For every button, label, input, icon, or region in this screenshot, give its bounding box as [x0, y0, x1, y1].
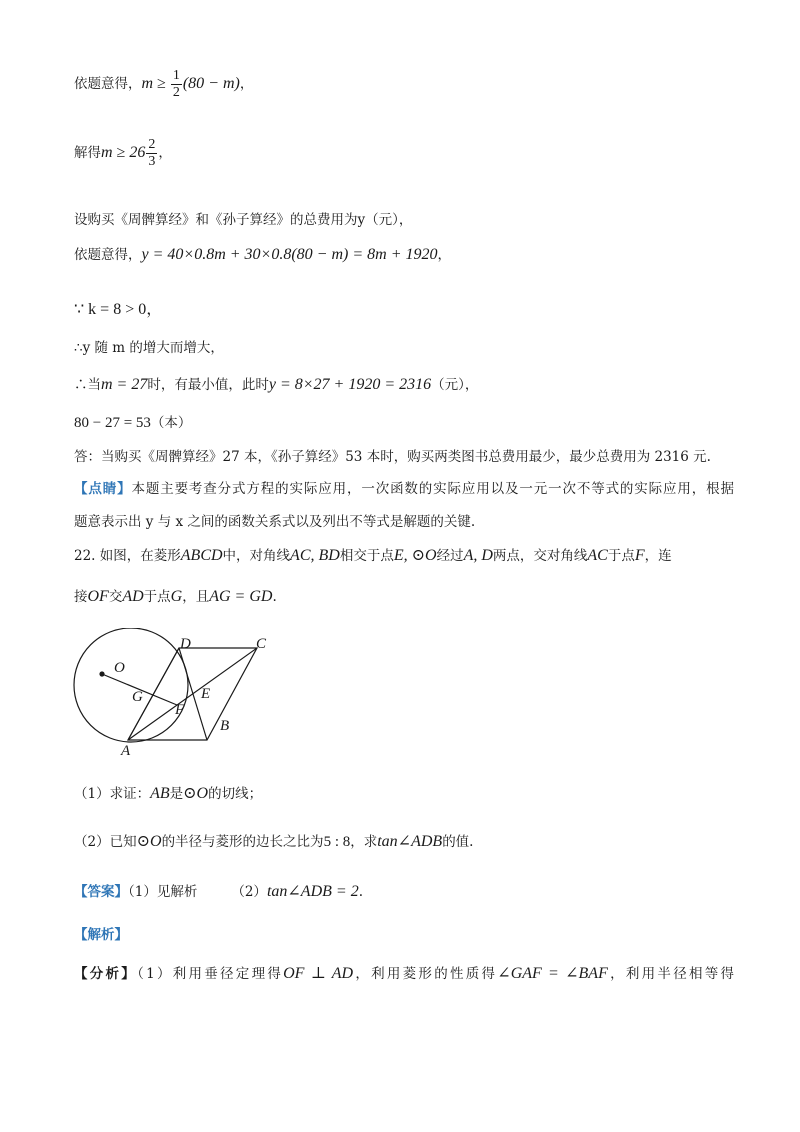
question-22-line-1: 22. 如图，在菱形ABCD中，对角线AC, BD相交于点E, ⊙O经过A, D两点，交对角线AC于点F，连	[74, 547, 672, 564]
label-e: E	[201, 686, 211, 702]
label-a: A	[121, 743, 131, 758]
fenxi-line: 【分析】（1）利用垂径定理得OF ⊥ AD，利用菱形的性质得∠GAF = ∠BAF，利用半径相等得	[74, 965, 735, 982]
subquestion-2: （2）已知⊙O的半径与菱形的边长之比为5 : 8，求tan∠ADB的值.	[74, 833, 474, 850]
line-2: 解得m ≥ 26 $\frac{2}{3}$ ，	[74, 137, 172, 169]
line-1: 依题意得，m ≥ $\frac{1}{2}$ (80 − m)，	[74, 68, 254, 100]
line-5: ∵ k = 8 > 0，	[74, 301, 163, 318]
line-10: 【点睛】本题主要考查分式方程的实际应用，一次函数的实际应用以及一元一次不等式的实际应用，根据	[74, 481, 735, 497]
line-3: 设购买《周髀算经》和《孙子算经》的总费用为y（元），	[74, 212, 413, 228]
line-9: 答：当购买《周髀算经》27 本，《孙子算经》53 本时，购买两类图书总费用最少，最少总费用为 2316 元.	[74, 449, 711, 465]
analysis-heading: 【解析】	[74, 927, 128, 943]
line-6: ∴y 随 m 的增大而增大，	[74, 340, 224, 356]
label-d: D	[180, 636, 191, 652]
line-7: ∴当m = 27时，有最小值，此时y = 8×27 + 1920 = 2316（元），	[74, 376, 479, 393]
label-o: O	[114, 660, 125, 676]
question-22-line-2: 接OF交AD于点G，且AG = GD.	[74, 588, 277, 605]
center-o-dot	[99, 671, 104, 676]
fraction: $\frac{2}{3}$	[148, 137, 156, 169]
label-f: F	[175, 702, 185, 718]
circle-o	[74, 628, 188, 742]
answer-line: 【答案】（1）见解析 （2）tan∠ADB = 2.	[74, 883, 363, 900]
label-b: B	[220, 718, 230, 734]
label-c: C	[256, 636, 267, 652]
line-4: 依题意得，y = 40×0.8m + 30×0.8(80 − m) = 8m + 1920，	[74, 246, 451, 263]
line-11: 题意表示出 y 与 x 之间的函数关系式以及列出不等式是解题的关键.	[74, 514, 476, 530]
fraction: $\frac{1}{2}$	[172, 68, 180, 100]
label-g: G	[132, 689, 143, 705]
geometry-figure	[70, 628, 300, 758]
line-8: 80 − 27 = 53（本）	[74, 415, 192, 431]
subquestion-1: （1）求证：AB是⊙O的切线；	[74, 785, 263, 802]
